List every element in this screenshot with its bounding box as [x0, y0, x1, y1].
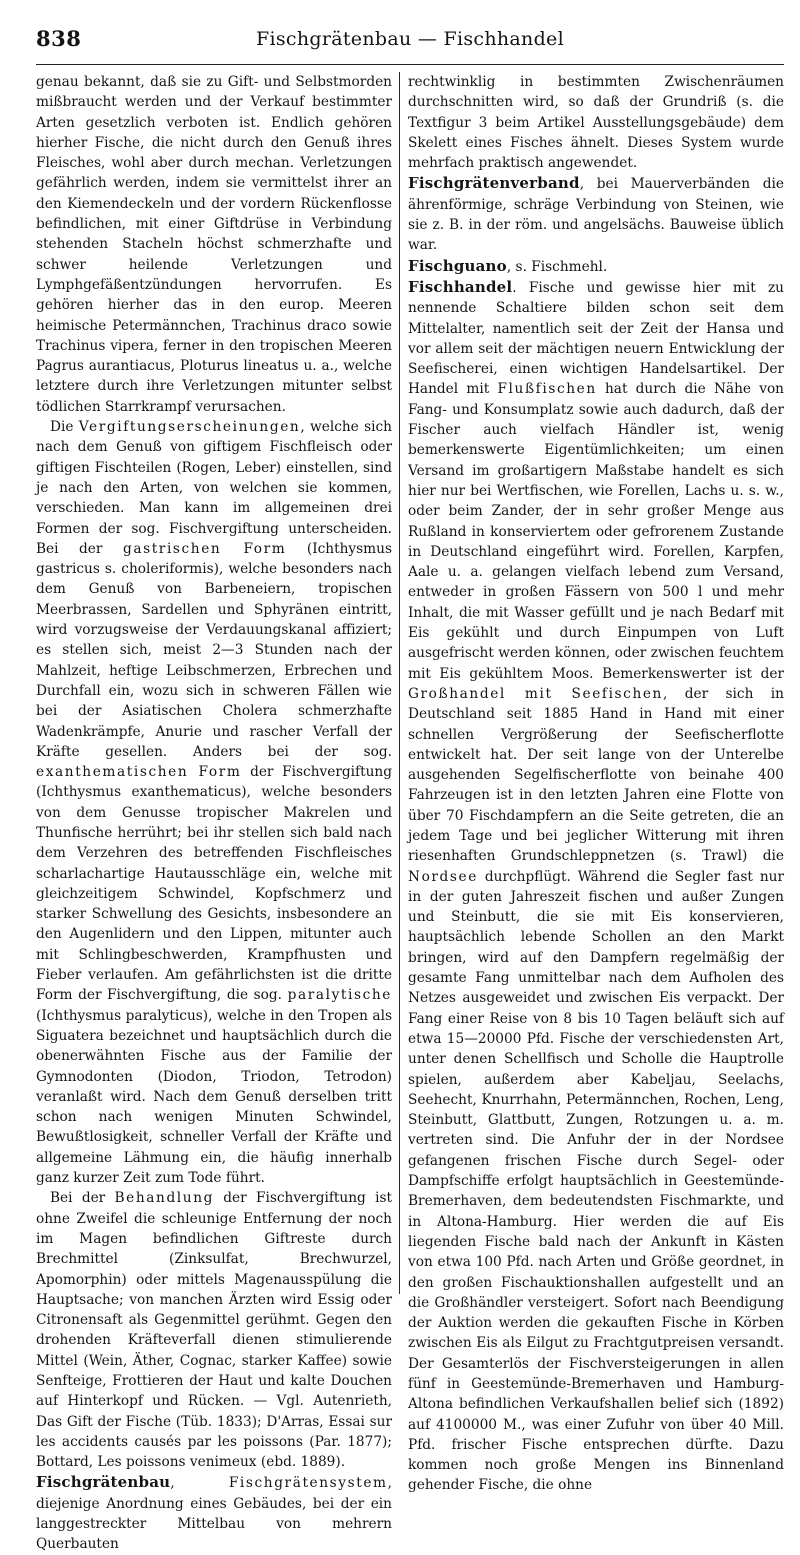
page-number: 838 [36, 26, 82, 51]
left-column [36, 72, 392, 1553]
text-run: durchpflügt. Während die Segler fast nur in der guten Jahreszeit fischen und außer Zungen und Steinbutt, die sie mit Eis konservieren, hauptsächlich lebende Schollen an den Markt bringen, wird auf den Dampfern regelmäßig der gesamte Fang unmittelbar nach dem Aufholen des Netzes ausgeweidet und zwischen Eis verpackt. Der Fang einer Reise von 8 bis 10 Tagen beläuft sich auf etwa 15—20000 Pfd. Fische der verschiedensten Art, unter denen Schellfisch und Scholle die Hauptrolle spielen, außerdem aber Kabeljau, Seelachs, Seehecht, Knurrhahn, Petermännchen, Rochen, Leng, Steinbutt, Glattbutt, Zungen, Rotzungen u. a. m. vertreten sind. Die Anfuhr der in der Nordsee gefangenen frischen Fische durch Segel- oder Dampfschiffe erfolgt hauptsächlich in Geestemünde-Bremerhaven, dem bedeutendsten Fischmarkte, und in Altona-Hamburg. Hier werden die auf Eis liegenden Fische bald nach der Ankunft in Kästen von etwa 100 Pfd. nach Arten und Größe geordnet, in den großen Fischauktionshallen aufgestellt und an die Großhändler versteigert. Sofort nach Beendigung der Auktion werden die gekauften Fische in Körben zwischen Eis als Eilgut zu Frachtgutpreisen versandt. Der Gesamterlös der Fischversteigerungen in allen fünf in Geestemünde-Bremerhaven und Hamburg-Altona befindlichen Verkaufshallen belief sich (1892) auf 4100000 M., was einer Zufuhr von über 40 Mill. Pfd. frischer Fische entsprechen dürfte. Dazu kommen noch große Mengen ins Binnenland gehender Fische, die ohne [408, 868, 784, 1494]
text-run: der Fischvergiftung (Ichthysmus exanthematicus), welche besonders von dem Genusse tropischer Makrelen und Thunfische herrührt; bei ihr stellen sich bald nach dem Verzehren des betreffenden Fischfleisches scharlachartige Hautausschläge ein, welche mit gleichzeitigem Schwindel, Kopfschmerz und starker Schwellung des Gesichts, insbesondere an den Augenlidern und den Lippen, mitunter auch mit Schlingbeschwerden, Krampfhusten und Fieber verlaufen. Am gefährlichsten ist die dritte Form der Fischvergiftung, die sog. [36, 764, 392, 1004]
text-run: (Ichthysmus gastricus s. choleriformis), welche besonders nach dem Genuß von Barbeneiern, tropischen Meerbrassen, Sardellen und Sphyränen eintritt, wird vorzugsweise der Verdauungskanal affiziert; es stellen sich, meist 2—3 Stunden nach der Mahlzeit, heftige Leibschmerzen, Erbrechen und Durchfall ein, wozu sich in schweren Fällen wie bei der Asiatischen Cholera schmerzhafte Wadenkrämpfe, Anurie und rascher Verfall der Kräfte gesellen. Anders bei der sog. [36, 540, 392, 760]
text-run: . Fische und gewisse hier mit zu nennende Schaltiere bilden schon seit dem Mittelalter, namentlich seit der Zeit der Hansa und vor allem seit der mächtigen neuern Entwicklung der Seefischerei, einen wichtigen Handelsartikel. Der Handel mit [408, 279, 784, 398]
spaced-term: Behandlung [114, 1190, 214, 1207]
text-run: , [170, 1475, 229, 1492]
spaced-term: Vergiftungserscheinungen [78, 419, 301, 436]
text-run: Die [50, 419, 79, 436]
entry-fischgraetenbau [36, 1472, 392, 1554]
spaced-term: Nordsee [408, 868, 478, 885]
right-column [408, 72, 784, 1494]
entry-lemma: Fischhandel [408, 277, 513, 296]
spaced-term: exanthematischen Form [36, 764, 242, 781]
text-run: , bei Mauerverbänden die ährenförmige, schräge Verbindung von Steinen, wie sie z. B. in der röm. und angelsächs. Bauweise üblich war. [408, 176, 784, 254]
column-divider [399, 72, 400, 1294]
entry-fischgraetenverband [408, 173, 784, 255]
text-run: , s. Fischmehl. [506, 258, 608, 275]
spaced-term: paralytische [287, 987, 392, 1004]
spaced-term: Großhandel mit Seefischen [408, 685, 663, 702]
page-header [36, 16, 784, 52]
spaced-term: gastrischen Form [122, 540, 287, 557]
paragraph-behandlung [36, 1188, 392, 1472]
text-run: , diejenige Anordnung eines Gebäudes, bei der ein langgestreckter Mittelbau von mehrern Querbauten [36, 1475, 392, 1553]
spaced-term: Flußfischen [497, 381, 597, 398]
entry-lemma: Fischgrätenbau [36, 1473, 171, 1492]
entry-lemma: Fischgrätenverband [408, 174, 580, 193]
entry-continuation: rechtwinklig in bestimmten Zwischenräumen durchschnitten wird, so daß der Grundriß (s. die Textfigur 3 beim Artikel Ausstellungsgebäude) dem Skelett eines Fisches ähnelt. Dieses System wurde mehrfach praktisch angewendet. [408, 74, 784, 172]
text-run: der Fischvergiftung ist ohne Zweifel die schleunige Entfernung der noch im Magen befindlichen Giftreste durch Brechmittel (Zinksulfat, Brechwurzel, Apomorphin) oder mittels Magenausspülung die Hauptsache; von manchen Ärzten wird Essig oder Citronensaft als Gegenmittel gerühmt. Gegen den drohenden Kräfteverfall dienen stimulierende Mittel (Wein, Äther, Cognac, starker Kaffee) sowie Senfteige, Frottieren der Haut und kalte Douchen auf Hinterkopf und Rücken. — Vgl. Autenrieth, Das Gift der Fische (Tüb. 1833); D'Arras, Essai sur les accidents causés par les poissons (Par. 1877); Bottard, Les poissons venimeux (ebd. 1889). [36, 1190, 392, 1471]
text-run: , welche sich nach dem Genuß von giftigem Fischfleisch oder giftigen Fischteilen (Rogen, Leber) einstellen, sind je nach den Arten, von welchen sie kommen, verschieden. Man kann im allgemeinen drei Formen der sog. Fischvergiftung unterscheiden. Bei der [36, 419, 392, 557]
entry-fischguano [408, 256, 784, 277]
text-run: Bei der [50, 1190, 115, 1207]
text-run: (Ichthysmus paralyticus), welche in den Tropen als Siguatera bezeichnet und hauptsächlich durch die obenerwähnten Fische aus der Familie der Gymnodonten (Diodon, Triodon, Tetrodon) veranlaßt wird. Nach dem Genuß derselben tritt schon nach wenigen Minuten Schwindel, Bewußtlosigkeit, schneller Verfall der Kräfte und allgemeine Lähmung ein, die häufig innerhalb ganz kurzer Zeit zum Tode führt. [36, 1007, 392, 1187]
spaced-term: Fischgrätensystem [228, 1475, 388, 1492]
header-rule [36, 64, 784, 65]
text-run: hat durch die Nähe von Fang- und Konsumplatz sowie auch dadurch, daß der Fischer auch vielfach Händler ist, wenig bemerkenswerte Eigentümlichkeiten; um einen Versand im großartigern Maßstabe handelt es sich hier nur bei Wertfischen, wie Forellen, Lachs u. s. w., oder beim Zander, der in sehr großer Menge aus Rußland in konserviertem oder gefrorenem Zustande in Deutschland eingeführt wird. Forellen, Karpfen, Aale u. a. gelangen vielfach lebend zum Versand, entweder in großen Fässern von 500 l und mehr Inhalt, die mit Wasser gefüllt und je nach Bedarf mit Eis gekühlt und durch Einpumpen von Luft ausgefrischt werden können, oder zwischen feuchtem mit Eis gekühltem Moos. Bemerkenswerter ist der [408, 381, 784, 682]
paragraph-vergiftungserscheinungen [36, 417, 392, 1188]
text-run: , der sich in Deutschland seit 1885 Hand in Hand mit einer schnellen Vergrößerung der Seefischerflotte entwickelt hat. Der seit lange von der Unterelbe ausgehenden Segelfischerflotte von beinahe 400 Fahrzeugen ist in den letzten Jahren eine Flotte von über 70 Fischdampfern an die Seite getreten, die an jedem Tage und bei jeglicher Witterung mit ihren riesenhaften Grundschleppnetzen (s. Trawl) die [408, 685, 784, 865]
article-continuation: genau bekannt, daß sie zu Gift- und Selbstmorden mißbraucht werden und der Verkauf bestimmter Arten gesetzlich verboten ist. Endlich gehören hierher Fische, die nicht durch den Genuß ihres Fleisches, wohl aber durch mechan. Verletzungen gefährlich werden, indem sie vermittelst ihrer an den Kiemendeckeln und der vordern Rückenflosse befindlichen, mit einer Giftdrüse in Verbindung stehenden Stacheln höchst schmerzhafte und schwer heilende Verletzungen und Lymphgefäßentzündungen hervorrufen. Es gehören hierher das in den europ. Meeren heimische Petermännchen, Trachinus draco sowie Trachinus vipera, ferner in den tropischen Meeren Pagrus aurantiacus, Ploturus lineatus u. a., welche letztere durch ihre Verletzungen mitunter selbst tödlichen Starrkrampf verursachen. [36, 74, 392, 415]
running-title: Fischgrätenbau — Fischhandel [256, 28, 564, 50]
entry-lemma: Fischguano [408, 256, 507, 275]
entry-fischhandel [408, 277, 784, 1496]
